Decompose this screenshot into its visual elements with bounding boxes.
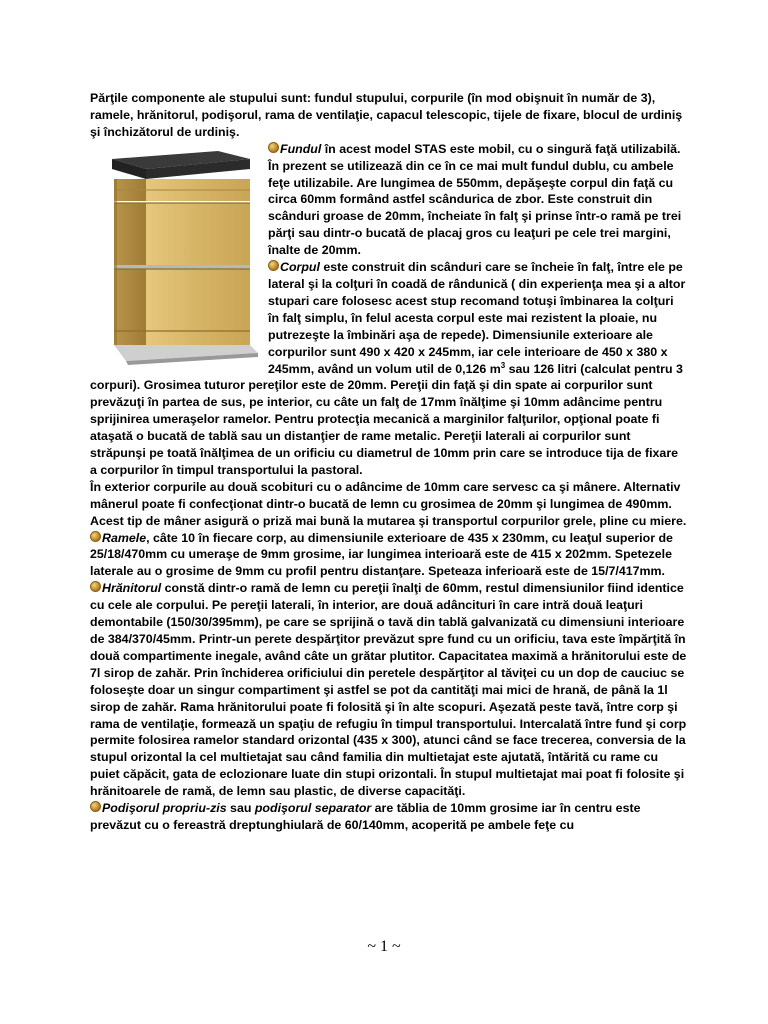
corpul-paragraph-2: În exterior corpurile au două scobituri cu o adâncime de 10mm care servesc ca şi mânere. Alternativ mânerul poate fi confecţionat dintr-o bucată de lemn cu grosimea de 20mm şi lungimea de 490mm. Acest tip de mâner asigură o priză mai bună la mutarea şi transportul corpurilor grele, pline cu miere. <box>90 479 687 528</box>
ramele-paragraph: Ramele, câte 10 în fiecare corp, au dimensiunile exterioare de 435 x 230mm, cu leaţul superior de 25/18/470mm cu umeraşe de 9mm grosime, iar lungimea interioară este de 415 x 202mm. Spetezele laterale au o grosime de 9mm cu profil pentru distanţare. Speteaza inferioară este de 15/7/417mm. <box>90 530 673 579</box>
page-number: ~ 1 ~ <box>367 938 401 955</box>
term-hranitorul: Hrănitorul <box>102 581 162 596</box>
term-ramele: Ramele <box>102 530 147 545</box>
bullet-icon <box>268 142 279 153</box>
bullet-icon <box>268 260 279 271</box>
intro-paragraph: Părţile componente ale stupului sunt: fundul stupului, corpurile (în mod obişnuit în număr de 3), ramele, hrănitorul, podişorul, rama de ventilaţie, capacul telescopic, tijele de fixare, blocul de urdiniş şi închizătorul de urdiniş. <box>90 91 683 139</box>
bullet-icon <box>90 801 101 812</box>
beehive-image <box>90 149 258 367</box>
hranitorul-paragraph: Hrănitorul constă dintr-o ramă de lemn cu pereţii înalţi de 60mm, restul dimensiunilor fiind identice cu cele ale corpului. Pe pereţii laterali, în interior, are două adâncituri în care intră două leaţuri demontabile (150/30/395mm), pe care se sprijină o tavă din tablă galvanizată cu dimensiuni interioare de 384/370/45mm. Printr-un perete despărţitor prevăzut spre fund cu un orificiu, tava este împărţită în două compartimente inegale, având câte un grătar plutitor. Capacitatea maximă a hrănitorului este de 7l sirop de zahăr. Prin închiderea orificiului din peretele despărţitor al tăviţei cu un dop de cauciuc se foloseşte doar un singur compartiment şi astfel se pot da cantităţi mai mici de hrană, de până la 1l sirop de zahăr. Rama hrănitorului poate fi folosită şi în alte scopuri. Aşezată peste tavă, între corp şi rama de ventilaţie, formează un spaţiu de refugiu în timpul transportului. Intercalată între fund şi corp permite folosirea ramelor standard orizontal (435 x 300), atunci când se face trecerea, conversia de la stupul orizontal la cel multietajat sau când familia din multietajat este ajutată, întărită cu rame cu puiet căpăcit, gata de eclozionare luate din stupi orizontali. În stupul multietajat mai poat fi folosite şi hrănitoarele de ramă, de lemn sau plastic, de diverse capacităţi. <box>90 581 687 799</box>
podisorul-paragraph: Podişorul propriu-zis sau podişorul separator are tăblia de 10mm grosime iar în centru este prevăzut cu o fereastră dreptunghiulară de 60/140mm, acoperită pe ambele feţe cu <box>90 801 641 832</box>
corpul-paragraph: Corpul este construit din scânduri care se încheie în falţ, între ele pe lateral şi la colţuri în coadă de rândunică ( din experienţa mea şi a altor stupari care folosesc acest stup recomand totuşi îmbinarea la colţuri în falţ simplu, în felul acesta corpul este mai rezistent la ploaie, nu putrezeşte la îmbinări aşa de repede). Dimensiunile exterioare ale corpurilor sunt 490 x 420 x 245mm, iar cele interioare de 450 x 380 x 245mm, având un volum util de 0,126 $m^3$ sau 126 litri (calculat pentru 3 corpuri). Grosimea tuturor pereţilor este de 20mm. Pereţii din faţă şi din spate ai corpurilor sunt prevăzuţi în partea de sus, pe interior, cu câte un falţ de 17mm înălţime şi 10mm adâncime pentru sprijinirea umeraşelor ramelor. Pentru protecţia mecanică a marginilor falţurilor, opţional poate fi ataşată o bucată de tablă sau un distanţier de rame metalic. Pereţii laterali ai corpurilor sunt străpunşi pe toată înălţimea de un orificiu cu diametrul de 10mm prin care se introduce tija de fixare a corpurilor în timpul transportului la pastoral. <box>90 260 686 477</box>
bullet-icon <box>90 581 101 592</box>
term-fundul: Fundul <box>280 141 322 156</box>
bullet-icon <box>90 531 101 542</box>
term-corpul: Corpul <box>280 260 320 275</box>
term-podisorul: Podişorul propriu-zis <box>102 801 227 816</box>
term-podisorul-separator: podişorul separator <box>254 801 372 816</box>
fundul-paragraph: Fundul în acest model STAS este mobil, cu o singură faţă utilizabilă. În prezent se utilizează din ce în ce mai mult fundul dublu, cu ambele feţe utilizabile. Are lungimea de 550mm, depăşeşte corpul din faţă cu circa 60mm formând astfel scândurica de zbor. Este construit din scânduri groase de 20mm, încheiate în falţ şi prinse într-o ramă pe trei părţi sau dintr-o bucată de placaj gros cu leaţuri pe cele trei margini, înalte de 20mm. <box>268 141 682 258</box>
document-body <box>90 90 688 834</box>
